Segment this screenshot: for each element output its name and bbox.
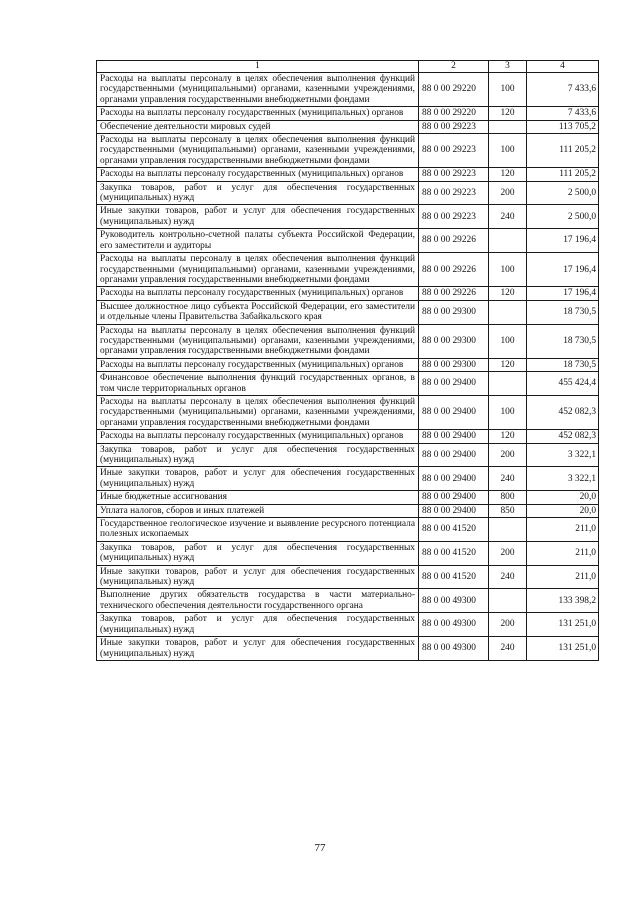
row-name: Закупка товаров, работ и услуг для обеспечения государственных (муниципальных) нужд [97, 181, 419, 205]
table-row [97, 504, 599, 517]
row-name: Выполнение других обязательств государства в части материально-технического обеспечения деятельности государственного органа [97, 589, 419, 613]
row-expense-type: 100 [489, 324, 527, 358]
row-expense-type: 100 [489, 134, 527, 168]
row-sum: 2 500,0 [527, 205, 599, 229]
row-sum: 452 082,3 [527, 395, 599, 429]
table-header-row [97, 61, 599, 73]
row-expense-type: 120 [489, 168, 527, 181]
document-page [96, 60, 598, 661]
row-sum: 455 424,4 [527, 372, 599, 396]
table-row [97, 613, 599, 637]
row-code: 88 0 00 29223 [419, 134, 489, 168]
table-row [97, 134, 599, 168]
table-row [97, 467, 599, 491]
table-row [97, 589, 599, 613]
table-row [97, 637, 599, 661]
table-row [97, 73, 599, 107]
table-row [97, 372, 599, 396]
row-expense-type [489, 120, 527, 133]
row-expense-type: 120 [489, 107, 527, 120]
row-code: 88 0 00 29400 [419, 395, 489, 429]
row-code: 88 0 00 49300 [419, 613, 489, 637]
row-name: Расходы на выплаты персоналу государственных (муниципальных) органов [97, 287, 419, 300]
row-sum: 211,0 [527, 565, 599, 589]
header-col-4: 4 [527, 61, 599, 73]
row-code: 88 0 00 29223 [419, 181, 489, 205]
table-row [97, 518, 599, 542]
row-code: 88 0 00 29226 [419, 253, 489, 287]
row-expense-type: 120 [489, 287, 527, 300]
row-name: Иные бюджетные ассигнования [97, 491, 419, 504]
table-row [97, 253, 599, 287]
row-expense-type: 100 [489, 73, 527, 107]
page-number: 77 [314, 842, 326, 854]
row-expense-type: 200 [489, 181, 527, 205]
row-sum: 3 322,1 [527, 467, 599, 491]
row-code: 88 0 00 29220 [419, 107, 489, 120]
table-row [97, 300, 599, 324]
row-expense-type: 200 [489, 541, 527, 565]
row-sum: 2 500,0 [527, 181, 599, 205]
table-row [97, 324, 599, 358]
row-code: 88 0 00 29400 [419, 430, 489, 443]
row-expense-type: 120 [489, 358, 527, 371]
row-name: Расходы на выплаты персоналу государственных (муниципальных) органов [97, 430, 419, 443]
row-name: Расходы на выплаты персоналу государственных (муниципальных) органов [97, 168, 419, 181]
row-code: 88 0 00 29400 [419, 504, 489, 517]
table-row [97, 120, 599, 133]
row-expense-type: 200 [489, 443, 527, 467]
row-name: Государственное геологическое изучение и выявление ресурсного потенциала полезных ископаемых [97, 518, 419, 542]
row-expense-type: 240 [489, 467, 527, 491]
row-name: Иные закупки товаров, работ и услуг для обеспечения государственных (муниципальных) нужд [97, 205, 419, 229]
row-sum: 18 730,5 [527, 300, 599, 324]
row-code: 88 0 00 41520 [419, 518, 489, 542]
row-code: 88 0 00 29223 [419, 205, 489, 229]
row-expense-type: 850 [489, 504, 527, 517]
row-expense-type [489, 300, 527, 324]
row-sum: 7 433,6 [527, 73, 599, 107]
row-sum: 131 251,0 [527, 637, 599, 661]
row-sum: 18 730,5 [527, 358, 599, 371]
row-name: Закупка товаров, работ и услуг для обеспечения государственных (муниципальных) нужд [97, 613, 419, 637]
row-code: 88 0 00 29300 [419, 358, 489, 371]
row-sum: 18 730,5 [527, 324, 599, 358]
row-sum: 111 205,2 [527, 168, 599, 181]
row-code: 88 0 00 29223 [419, 120, 489, 133]
row-code: 88 0 00 29220 [419, 73, 489, 107]
row-expense-type: 200 [489, 613, 527, 637]
header-col-2: 2 [419, 61, 489, 73]
row-sum: 211,0 [527, 518, 599, 542]
row-name: Расходы на выплаты персоналу в целях обеспечения выполнения функций государственными (муниципальными) органами, казенными учреждениями, органами управления государственными внебюджетными фондами [97, 395, 419, 429]
row-expense-type: 240 [489, 565, 527, 589]
table-row [97, 205, 599, 229]
row-expense-type: 100 [489, 253, 527, 287]
row-name: Высшее должностное лицо субъекта Российской Федерации, его заместители и отдельные члены Правительства Забайкальского края [97, 300, 419, 324]
table-row [97, 491, 599, 504]
row-code: 88 0 00 29400 [419, 491, 489, 504]
row-code: 88 0 00 29300 [419, 300, 489, 324]
row-name: Закупка товаров, работ и услуг для обеспечения государственных (муниципальных) нужд [97, 443, 419, 467]
row-code: 88 0 00 29400 [419, 443, 489, 467]
row-expense-type [489, 372, 527, 396]
row-expense-type: 240 [489, 637, 527, 661]
table-row [97, 430, 599, 443]
row-code: 88 0 00 29226 [419, 229, 489, 253]
table-row [97, 358, 599, 371]
row-code: 88 0 00 49300 [419, 637, 489, 661]
row-code: 88 0 00 49300 [419, 589, 489, 613]
row-sum: 7 433,6 [527, 107, 599, 120]
row-name: Уплата налогов, сборов и иных платежей [97, 504, 419, 517]
row-sum: 113 705,2 [527, 120, 599, 133]
row-code: 88 0 00 29400 [419, 467, 489, 491]
row-expense-type: 800 [489, 491, 527, 504]
row-name: Иные закупки товаров, работ и услуг для обеспечения государственных (муниципальных) нужд [97, 637, 419, 661]
row-code: 88 0 00 29226 [419, 287, 489, 300]
row-expense-type [489, 518, 527, 542]
row-expense-type: 240 [489, 205, 527, 229]
header-col-3: 3 [489, 61, 527, 73]
budget-table [96, 60, 599, 661]
row-name: Расходы на выплаты персоналу в целях обеспечения выполнения функций государственными (муниципальными) органами, казенными учреждениями, органами управления государственными внебюджетными фондами [97, 253, 419, 287]
row-expense-type: 120 [489, 430, 527, 443]
row-name: Расходы на выплаты персоналу государственных (муниципальных) органов [97, 358, 419, 371]
row-sum: 133 398,2 [527, 589, 599, 613]
row-sum: 211,0 [527, 541, 599, 565]
row-sum: 20,0 [527, 504, 599, 517]
row-name: Иные закупки товаров, работ и услуг для обеспечения государственных (муниципальных) нужд [97, 565, 419, 589]
table-row [97, 107, 599, 120]
row-name: Руководитель контрольно-счетной палаты субъекта Российской Федерации, его заместители и аудиторы [97, 229, 419, 253]
row-name: Расходы на выплаты персоналу государственных (муниципальных) органов [97, 107, 419, 120]
row-name: Финансовое обеспечение выполнения функций государственных органов, в том числе территориальных органов [97, 372, 419, 396]
table-row [97, 168, 599, 181]
row-sum: 452 082,3 [527, 430, 599, 443]
row-expense-type [489, 589, 527, 613]
row-name: Иные закупки товаров, работ и услуг для обеспечения государственных (муниципальных) нужд [97, 467, 419, 491]
row-sum: 3 322,1 [527, 443, 599, 467]
row-name: Обеспечение деятельности мировых судей [97, 120, 419, 133]
row-code: 88 0 00 41520 [419, 541, 489, 565]
row-code: 88 0 00 29400 [419, 372, 489, 396]
row-sum: 17 196,4 [527, 229, 599, 253]
row-name: Расходы на выплаты персоналу в целях обеспечения выполнения функций государственными (муниципальными) органами, казенными учреждениями, органами управления государственными внебюджетными фондами [97, 134, 419, 168]
table-row [97, 287, 599, 300]
row-expense-type: 100 [489, 395, 527, 429]
row-name: Расходы на выплаты персоналу в целях обеспечения выполнения функций государственными (муниципальными) органами, казенными учреждениями, органами управления государственными внебюджетными фондами [97, 324, 419, 358]
table-row [97, 229, 599, 253]
row-sum: 111 205,2 [527, 134, 599, 168]
row-sum: 131 251,0 [527, 613, 599, 637]
row-name: Закупка товаров, работ и услуг для обеспечения государственных (муниципальных) нужд [97, 541, 419, 565]
table-row [97, 395, 599, 429]
row-sum: 17 196,4 [527, 287, 599, 300]
table-row [97, 443, 599, 467]
row-code: 88 0 00 41520 [419, 565, 489, 589]
table-row [97, 565, 599, 589]
row-name: Расходы на выплаты персоналу в целях обеспечения выполнения функций государственными (муниципальными) органами, казенными учреждениями, органами управления государственными внебюджетными фондами [97, 73, 419, 107]
row-expense-type [489, 229, 527, 253]
header-col-1: 1 [97, 61, 419, 73]
row-code: 88 0 00 29223 [419, 168, 489, 181]
row-code: 88 0 00 29300 [419, 324, 489, 358]
row-sum: 20,0 [527, 491, 599, 504]
row-sum: 17 196,4 [527, 253, 599, 287]
table-row [97, 541, 599, 565]
table-row [97, 181, 599, 205]
